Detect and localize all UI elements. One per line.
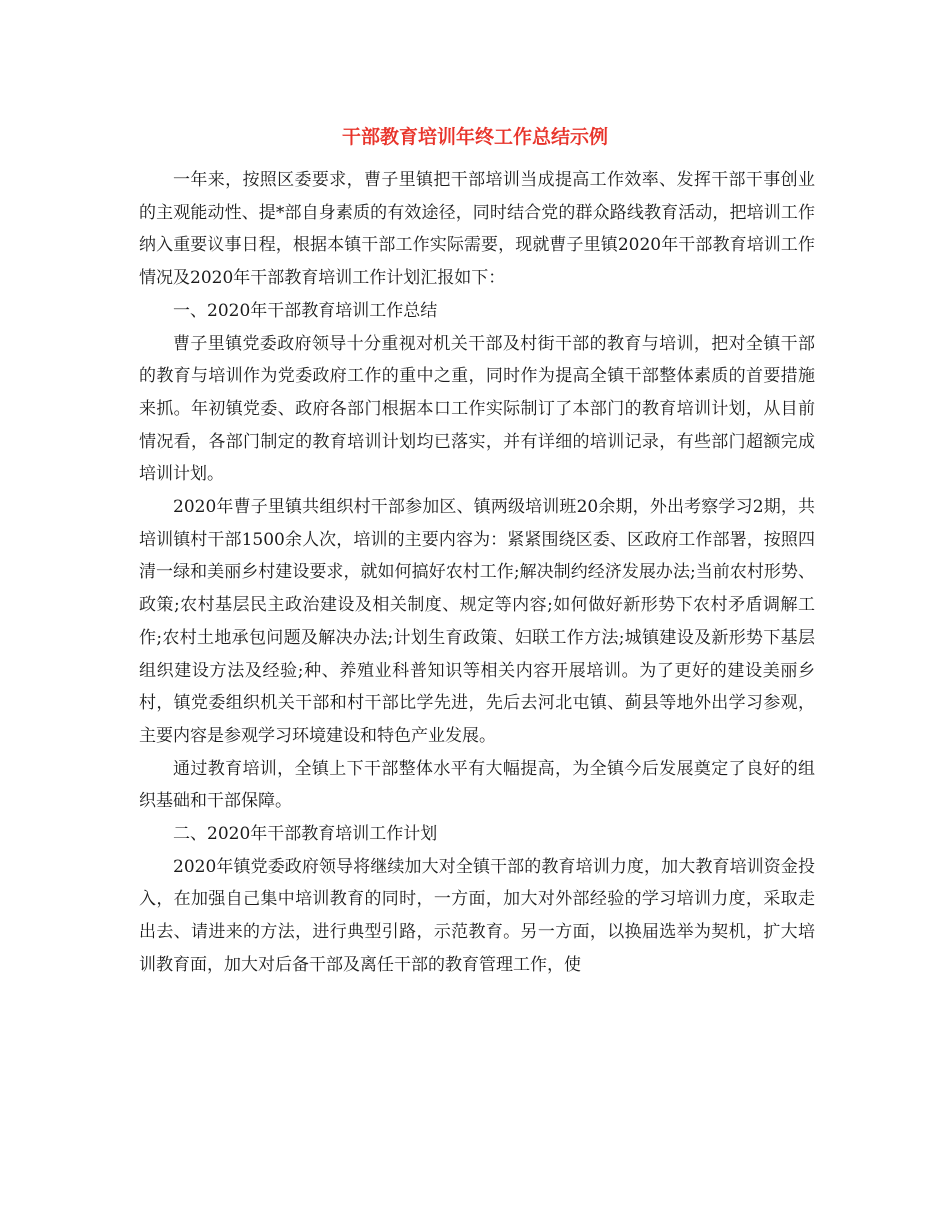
section-heading-2: 二、2020年干部教育培训工作计划 xyxy=(173,824,438,845)
document-body xyxy=(139,164,815,982)
paragraph-plan: 2020年镇党委政府领导将继续加大对全镇干部的教育培训力度，加大教育培训资金投入，在加强自己集中培训教育的同时，一方面，加大对外部经验的学习培训力度，采取走出去、请进来的方法，进行典型引路，示范教育。另一方面，以换届选举为契机，扩大培训教育面，加大对后备干部及离任干部的教育管理工作，使 xyxy=(139,856,815,975)
document-title: 干部教育培训年终工作总结示例 xyxy=(341,126,608,148)
paragraph-intro: 一年来，按照区委要求，曹子里镇把干部培训当成提高工作效率、发挥干部干事创业的主观能动性、提*部自身素质的有效途径，同时结合党的群众路线教育活动，把培训工作纳入重要议事日程，根据本镇干部工作实际需要，现就曹子里镇2020年干部教育培训工作情况及2020年干部教育培训工作计划汇报如下： xyxy=(139,170,815,289)
paragraph-training-details: 2020年曹子里镇共组织村干部参加区、镇两级培训班20余期，外出考察学习2期，共培训镇村干部1500余人次，培训的主要内容为：紧紧围绕区委、区政府工作部署，按照四清一绿和美丽乡村建设要求，就如何搞好农村工作;解决制约经济发展办法;当前农村形势、政策;农村基层民主政治建设及相关制度、规定等内容;如何做好新形势下农村矛盾调解工作;农村土地承包问题及解决办法;计划生育政策、妇联工作方法;城镇建设及新形势下基层组织建设方法及经验;种、养殖业科普知识等相关内容开展培训。为了更好的建设美丽乡村，镇党委组织机关干部和村干部比学先进，先后去河北屯镇、蓟县等地外出学习参观，主要内容是参观学习环境建设和特色产业发展。 xyxy=(139,497,815,746)
paragraph-leadership: 曹子里镇党委政府领导十分重视对机关干部及村街干部的教育与培训，把对全镇干部的教育与培训作为党委政府工作的重中之重，同时作为提高全镇干部整体素质的首要措施来抓。年初镇党委、政府各部门根据本口工作实际制订了本部门的教育培训计划，从目前情况看，各部门制定的教育培训计划均已落实，并有详细的培训记录，有些部门超额完成培训计划。 xyxy=(139,333,815,485)
paragraph-results: 通过教育培训，全镇上下干部整体水平有大幅提高，为全镇今后发展奠定了良好的组织基础和干部保障。 xyxy=(139,758,815,812)
section-heading-1: 一、2020年干部教育培训工作总结 xyxy=(173,300,438,321)
